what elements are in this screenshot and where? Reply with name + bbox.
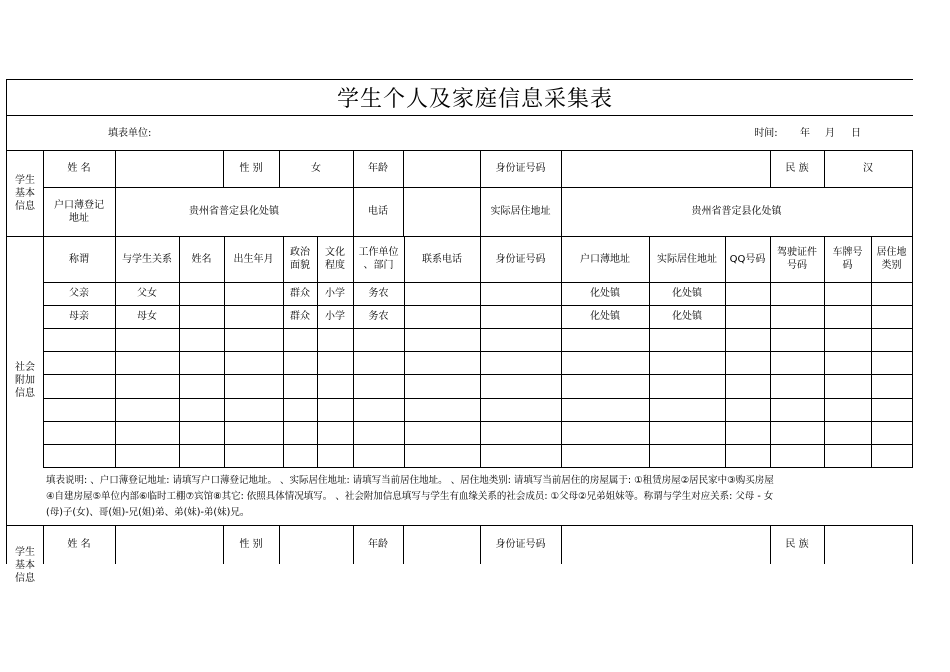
- grid-line: [6, 79, 7, 564]
- table-cell[interactable]: 父女: [137, 288, 157, 299]
- grid-line: [279, 150, 280, 187]
- table-cell[interactable]: [353, 444, 404, 467]
- id-label: 身份证号码: [495, 163, 546, 174]
- grid-line: [43, 282, 913, 283]
- table-cell[interactable]: [404, 444, 480, 467]
- table-cell[interactable]: 务农: [368, 288, 389, 299]
- grid-line: [223, 525, 224, 564]
- grid-line: [43, 236, 44, 467]
- column-header: 文化 程度: [325, 247, 345, 271]
- column-header: 驾驶证件 号码: [777, 247, 817, 271]
- table-cell[interactable]: [43, 398, 115, 421]
- grid-line: [871, 236, 872, 467]
- table-cell[interactable]: [561, 374, 649, 398]
- grid-line: [317, 236, 318, 467]
- gender-label: 性 别: [239, 163, 263, 174]
- age-value[interactable]: [403, 150, 480, 187]
- table-cell[interactable]: [480, 398, 561, 421]
- table-cell[interactable]: 小学: [325, 288, 345, 299]
- column-header: 联系电话: [422, 253, 462, 265]
- table-cell[interactable]: [480, 328, 561, 351]
- grid-line: [912, 525, 913, 564]
- table-cell[interactable]: [353, 374, 404, 398]
- fill-unit-label: 填表单位:: [108, 127, 152, 139]
- table-cell[interactable]: [871, 305, 912, 328]
- grid-line: [43, 421, 913, 422]
- grid-line: [912, 150, 913, 236]
- phone-label: 电话: [368, 206, 388, 217]
- table-cell[interactable]: [283, 374, 317, 398]
- grid-line: [279, 525, 280, 564]
- table-cell[interactable]: [179, 421, 224, 444]
- table-cell[interactable]: [871, 398, 912, 421]
- column-header: 工作单位 、部门: [358, 247, 399, 271]
- ethnicity-label: 民 族: [785, 163, 809, 174]
- table-cell[interactable]: [224, 421, 283, 444]
- table-cell[interactable]: [770, 374, 824, 398]
- grid-line: [561, 525, 562, 564]
- residence-value[interactable]: 贵州省普定县化处镇: [691, 206, 782, 217]
- form-title: 学生个人及家庭信息采集表: [336, 86, 613, 112]
- table-cell[interactable]: [561, 328, 649, 351]
- table-cell[interactable]: 小学: [325, 311, 345, 322]
- grid-line: [43, 187, 913, 188]
- table-cell[interactable]: [43, 421, 115, 444]
- grid-line: [353, 525, 354, 564]
- grid-line: [403, 525, 404, 564]
- table-cell[interactable]: [179, 374, 224, 398]
- table-cell[interactable]: 化处镇: [672, 288, 702, 299]
- table-cell[interactable]: 母亲: [69, 311, 89, 322]
- table-cell[interactable]: [353, 351, 404, 374]
- table-cell[interactable]: [43, 351, 115, 374]
- table-cell[interactable]: [725, 351, 770, 374]
- day-label: 日: [851, 127, 861, 139]
- table-cell[interactable]: [824, 282, 871, 305]
- table-cell[interactable]: [824, 444, 871, 467]
- table-cell[interactable]: 群众: [290, 288, 310, 299]
- table-cell[interactable]: [871, 282, 912, 305]
- table-cell[interactable]: [561, 398, 649, 421]
- grid-line: [43, 467, 913, 468]
- name-value[interactable]: [115, 150, 223, 187]
- table-cell[interactable]: [649, 398, 725, 421]
- table-cell[interactable]: [404, 351, 480, 374]
- table-cell[interactable]: 务农: [368, 311, 389, 322]
- table-cell[interactable]: [317, 374, 353, 398]
- id-label-2: 身份证号码: [495, 538, 546, 550]
- grid-line: [283, 236, 284, 467]
- table-cell[interactable]: [725, 421, 770, 444]
- table-cell[interactable]: [649, 421, 725, 444]
- table-cell[interactable]: 群众: [290, 311, 310, 322]
- grid-line: [353, 150, 354, 236]
- table-cell[interactable]: [404, 282, 480, 305]
- table-cell[interactable]: [179, 398, 224, 421]
- table-cell[interactable]: 父亲: [69, 288, 89, 299]
- column-header: 身份证号码: [495, 253, 546, 265]
- table-cell[interactable]: [283, 444, 317, 467]
- table-cell[interactable]: [725, 328, 770, 351]
- table-cell[interactable]: [115, 421, 179, 444]
- table-cell[interactable]: [725, 444, 770, 467]
- name-label: 姓 名: [67, 163, 91, 174]
- table-cell[interactable]: [725, 398, 770, 421]
- table-cell[interactable]: [770, 398, 824, 421]
- grid-line: [43, 150, 44, 236]
- table-cell[interactable]: [480, 282, 561, 305]
- grid-line: [480, 525, 481, 564]
- grid-line: [353, 236, 354, 467]
- table-cell[interactable]: [179, 351, 224, 374]
- table-cell[interactable]: [115, 328, 179, 351]
- table-cell[interactable]: [480, 421, 561, 444]
- year-label: 年: [800, 127, 810, 139]
- ethnicity-value[interactable]: 汉: [863, 163, 873, 174]
- social-section-label: 社会 附加 信息: [15, 362, 35, 399]
- table-cell[interactable]: [824, 351, 871, 374]
- table-cell[interactable]: [179, 444, 224, 467]
- grid-line: [404, 236, 405, 467]
- grid-line: [649, 236, 650, 467]
- grid-line: [6, 525, 913, 526]
- basic2-section-label: 学生 基本 信息: [15, 546, 35, 584]
- grid-line: [43, 328, 913, 329]
- instruction-line: ④自建房屋⑤单位内部⑥临时工棚⑦宾馆⑧其它: 依照具体情况填写。 、社会附加信息填写与学生有血缘关系的社会成员: ①父母②兄弟姐妹等。称谓与学生对应关系: 父母 - 女: [46, 491, 774, 502]
- grid-line: [43, 525, 44, 564]
- table-cell[interactable]: [824, 328, 871, 351]
- table-cell[interactable]: [179, 282, 224, 305]
- table-cell[interactable]: [649, 351, 725, 374]
- column-header: 出生年月: [233, 253, 274, 265]
- table-cell[interactable]: [283, 351, 317, 374]
- table-cell[interactable]: [115, 374, 179, 398]
- table-cell[interactable]: [404, 398, 480, 421]
- basic-section-label: 学生 基本 信息: [15, 174, 35, 212]
- gender-label-2: 性 别: [239, 538, 263, 550]
- table-cell[interactable]: [404, 374, 480, 398]
- fill-instructions: [46, 473, 950, 521]
- hukou-address-value[interactable]: 贵州省普定县化处镇: [189, 206, 279, 217]
- id-value[interactable]: [561, 150, 770, 187]
- table-cell[interactable]: [283, 328, 317, 351]
- column-header: 户口薄地址: [580, 253, 630, 265]
- table-cell[interactable]: [224, 374, 283, 398]
- table-cell[interactable]: 化处镇: [590, 288, 620, 299]
- grid-line: [43, 351, 913, 352]
- table-cell[interactable]: [561, 444, 649, 467]
- table-cell[interactable]: [824, 305, 871, 328]
- table-cell[interactable]: [770, 328, 824, 351]
- table-cell[interactable]: [480, 351, 561, 374]
- table-cell[interactable]: [283, 421, 317, 444]
- age-label: 年龄: [368, 163, 388, 174]
- table-cell[interactable]: [317, 444, 353, 467]
- table-cell[interactable]: [824, 398, 871, 421]
- table-cell[interactable]: [317, 328, 353, 351]
- table-cell[interactable]: 化处镇: [590, 311, 620, 322]
- grid-line: [480, 150, 481, 236]
- table-cell[interactable]: [725, 282, 770, 305]
- month-label: 月: [825, 127, 835, 139]
- grid-line: [770, 150, 771, 187]
- column-header: 实际居住地址: [657, 253, 717, 265]
- table-cell[interactable]: [770, 351, 824, 374]
- table-cell[interactable]: [824, 374, 871, 398]
- table-cell[interactable]: [317, 351, 353, 374]
- table-cell[interactable]: [480, 305, 561, 328]
- grid-line: [561, 236, 562, 467]
- phone-value[interactable]: [403, 187, 480, 236]
- grid-line: [770, 236, 771, 467]
- name-label-2: 姓 名: [67, 538, 91, 550]
- table-cell[interactable]: [871, 444, 912, 467]
- table-cell[interactable]: [115, 444, 179, 467]
- table-cell[interactable]: [404, 328, 480, 351]
- grid-line: [824, 236, 825, 467]
- table-cell[interactable]: [770, 282, 824, 305]
- column-header: 车牌号 码: [832, 247, 863, 271]
- table-cell[interactable]: [43, 328, 115, 351]
- grid-line: [824, 525, 825, 564]
- grid-line: [824, 150, 825, 187]
- table-cell[interactable]: [480, 374, 561, 398]
- table-cell[interactable]: [317, 398, 353, 421]
- grid-line: [912, 236, 913, 467]
- grid-line: [725, 236, 726, 467]
- table-cell[interactable]: [770, 305, 824, 328]
- grid-line: [115, 525, 116, 564]
- column-header: 居住地 类别: [876, 247, 907, 271]
- table-cell[interactable]: [115, 351, 179, 374]
- table-cell[interactable]: [824, 421, 871, 444]
- instruction-line: 填表说明: 、户口薄登记地址: 请填写户口薄登记地址。 、实际居住地址: 请填写当前居住地址。 、居住地类别: 请填写当前居住的房屋属于: ①租赁房屋②居民家中③购买房屋: [46, 475, 774, 486]
- table-cell[interactable]: [224, 398, 283, 421]
- table-cell[interactable]: [871, 328, 912, 351]
- grid-line: [43, 305, 913, 306]
- grid-line: [115, 236, 116, 467]
- table-cell[interactable]: [404, 305, 480, 328]
- table-cell[interactable]: [353, 398, 404, 421]
- grid-line: [6, 79, 913, 80]
- table-cell[interactable]: [649, 374, 725, 398]
- grid-line: [403, 150, 404, 236]
- table-cell[interactable]: [871, 351, 912, 374]
- table-cell[interactable]: [770, 444, 824, 467]
- grid-line: [561, 150, 562, 236]
- table-cell[interactable]: [43, 444, 115, 467]
- age-label-2: 年龄: [368, 538, 388, 550]
- table-cell[interactable]: [283, 398, 317, 421]
- table-cell[interactable]: [224, 282, 283, 305]
- column-header: 政治 面貌: [290, 247, 310, 271]
- table-cell[interactable]: [224, 351, 283, 374]
- table-cell[interactable]: [725, 305, 770, 328]
- table-cell[interactable]: [353, 328, 404, 351]
- grid-line: [43, 444, 913, 445]
- table-cell[interactable]: [649, 328, 725, 351]
- table-cell[interactable]: [770, 421, 824, 444]
- grid-line: [223, 150, 224, 187]
- grid-line: [43, 398, 913, 399]
- table-cell[interactable]: [224, 328, 283, 351]
- column-header: 与学生关系: [122, 253, 172, 265]
- table-cell[interactable]: [179, 305, 224, 328]
- table-cell[interactable]: [404, 421, 480, 444]
- grid-line: [770, 525, 771, 564]
- table-cell[interactable]: [224, 444, 283, 467]
- table-cell[interactable]: [115, 398, 179, 421]
- column-header: QQ号码: [729, 253, 766, 265]
- grid-line: [115, 150, 116, 236]
- table-cell[interactable]: 化处镇: [672, 311, 702, 322]
- gender-value[interactable]: 女: [311, 163, 321, 174]
- table-cell[interactable]: [317, 421, 353, 444]
- ethnicity-label-2: 民 族: [785, 538, 809, 550]
- table-cell[interactable]: [224, 305, 283, 328]
- column-header: 称谓: [69, 253, 89, 265]
- grid-line: [43, 374, 913, 375]
- table-cell[interactable]: [725, 374, 770, 398]
- table-cell[interactable]: [43, 374, 115, 398]
- hukou-address-label: 户口薄登记 地址: [54, 199, 104, 224]
- table-cell[interactable]: [480, 444, 561, 467]
- grid-line: [179, 236, 180, 467]
- time-label: 时间:: [754, 127, 778, 139]
- table-cell[interactable]: [871, 421, 912, 444]
- grid-line: [6, 150, 913, 151]
- table-cell[interactable]: [649, 444, 725, 467]
- grid-line: [480, 236, 481, 467]
- table-cell[interactable]: [179, 328, 224, 351]
- table-cell[interactable]: [353, 421, 404, 444]
- table-cell[interactable]: [561, 351, 649, 374]
- residence-label: 实际居住地址: [490, 206, 551, 217]
- column-header: 姓名: [191, 253, 212, 265]
- instruction-line: (母)子(女)、哥(姐)-兄(姐)弟、弟(妹)-弟(妹)兄。: [46, 507, 250, 518]
- grid-line: [224, 236, 225, 467]
- table-cell[interactable]: 母女: [137, 311, 157, 322]
- table-cell[interactable]: [561, 421, 649, 444]
- table-cell[interactable]: [871, 374, 912, 398]
- grid-line: [6, 115, 913, 116]
